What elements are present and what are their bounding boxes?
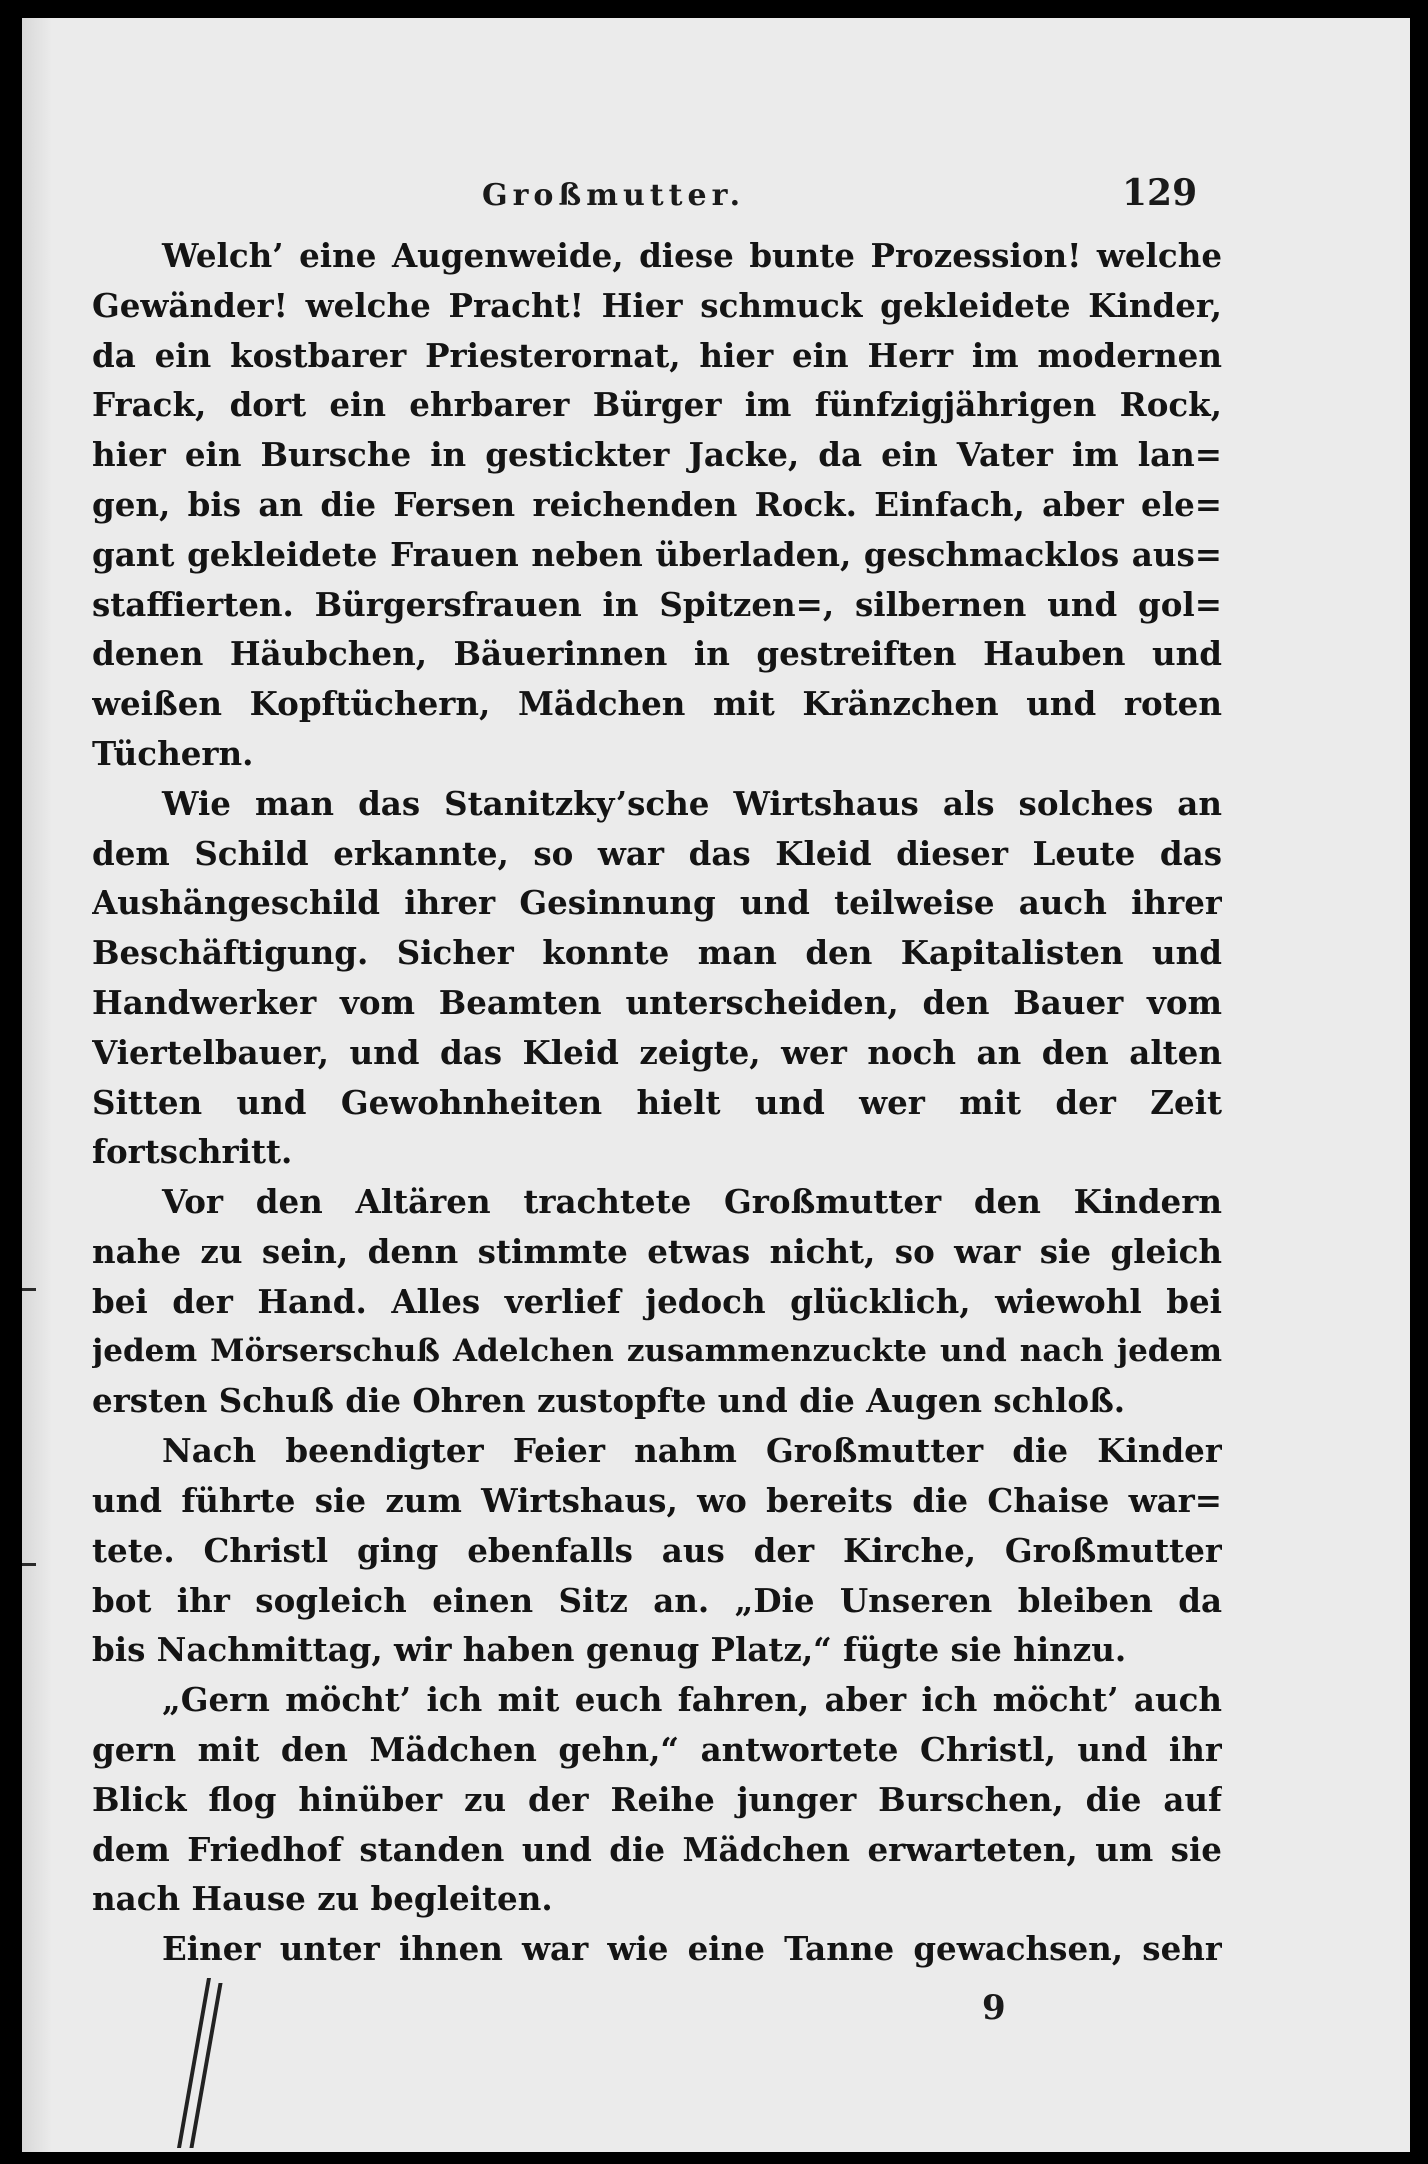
text-line: gern mit den Mädchen gehn,“ antwortete Christl, und ihr xyxy=(92,1729,1222,1769)
text-line: dem Friedhof standen und die Mädchen erwarteten, um sie xyxy=(92,1829,1222,1869)
text-line: ersten Schuß die Ohren zustopfte und die Augen schloß. xyxy=(92,1381,1126,1421)
text-line: Frack, dort ein ehrbarer Bürger im fünfzigjährigen Rock, xyxy=(92,385,1222,425)
text-line: Welch’ eine Augenweide, diese bunte Prozession! welche xyxy=(162,236,1222,275)
text-line: jedem Mörserschuß Adelchen zusammenzuckte und nach jedem xyxy=(92,1332,1222,1369)
text-line: gen, bis an die Fersen reichenden Rock. Einfach, aber ele= xyxy=(92,484,1222,524)
text-line: Beschäftigung. Sicher konnte man den Kapitalisten und xyxy=(92,933,1222,973)
text-line: bis Nachmittag, wir haben genug Platz,“ fügte sie hinzu. xyxy=(92,1630,1127,1670)
text-line: Einer unter ihnen war wie eine Tanne gewachsen, sehr xyxy=(162,1929,1222,1969)
text-line: Aushängeschild ihrer Gesinnung und teilweise auch ihrer xyxy=(92,883,1222,923)
text-line: nach Hause zu begleiten. xyxy=(92,1879,553,1919)
page-left-edge xyxy=(22,18,52,2152)
edge-mark xyxy=(22,1563,36,1566)
text-line: Sitten und Gewohnheiten hielt und wer mit der Zeit xyxy=(92,1082,1222,1122)
text-line: und führte sie zum Wirtshaus, wo bereits die Chaise war= xyxy=(92,1480,1222,1520)
text-line: dem Schild erkannte, so war das Kleid dieser Leute das xyxy=(92,833,1222,873)
text-line: Vor den Altären trachtete Großmutter den Kindern xyxy=(162,1182,1222,1222)
page-header xyxy=(22,158,1410,218)
book-page xyxy=(22,18,1410,2152)
text-line: denen Häubchen, Bäuerinnen in gestreiften Hauben und xyxy=(92,634,1222,674)
text-line: Wie man das Stanitzky’sche Wirtshaus als solches an xyxy=(162,783,1222,823)
text-line: Viertelbauer, und das Kleid zeigte, wer noch an den alten xyxy=(92,1032,1222,1072)
text-line: Blick flog hinüber zu der Reihe junger Burschen, die auf xyxy=(92,1779,1222,1819)
text-line: Tüchern. xyxy=(92,733,254,773)
page-number: 129 xyxy=(1122,172,1198,214)
text-line: fortschritt. xyxy=(92,1132,293,1172)
text-line: da ein kostbarer Priesterornat, hier ein Herr im modernen xyxy=(92,335,1222,375)
text-line: tete. Christl ging ebenfalls aus der Kirche, Großmutter xyxy=(92,1530,1222,1570)
text-line: bot ihr sogleich einen Sitz an. „Die Unseren bleiben da xyxy=(92,1580,1222,1620)
text-line: Nach beendigter Feier nahm Großmutter die Kinder xyxy=(162,1431,1222,1471)
text-line: bei der Hand. Alles verlief jedoch glücklich, wiewohl bei xyxy=(92,1281,1222,1321)
text-line: nahe zu sein, denn stimmte etwas nicht, so war sie gleich xyxy=(92,1231,1222,1271)
text-line: weißen Kopftüchern, Mädchen mit Kränzchen und roten xyxy=(92,684,1222,724)
text-line: gant gekleidete Frauen neben überladen, geschmacklos aus= xyxy=(92,534,1222,574)
text-line: staffierten. Bürgersfrauen in Spitzen=, silbernen und gol= xyxy=(92,584,1222,624)
text-line: Handwerker vom Beamten unterscheiden, den Bauer vom xyxy=(92,982,1222,1022)
signature-mark: 9 xyxy=(982,1988,1006,2028)
body-text xyxy=(92,231,1222,1974)
running-head: Großmutter. xyxy=(482,178,746,213)
text-line: hier ein Bursche in gestickter Jacke, da ein Vater im lan= xyxy=(92,435,1222,475)
edge-mark xyxy=(22,1288,36,1291)
text-line: „Gern möcht’ ich mit euch fahren, aber ich möcht’ auch xyxy=(162,1680,1222,1720)
text-line: Gewänder! welche Pracht! Hier schmuck gekleidete Kinder, xyxy=(92,285,1222,325)
